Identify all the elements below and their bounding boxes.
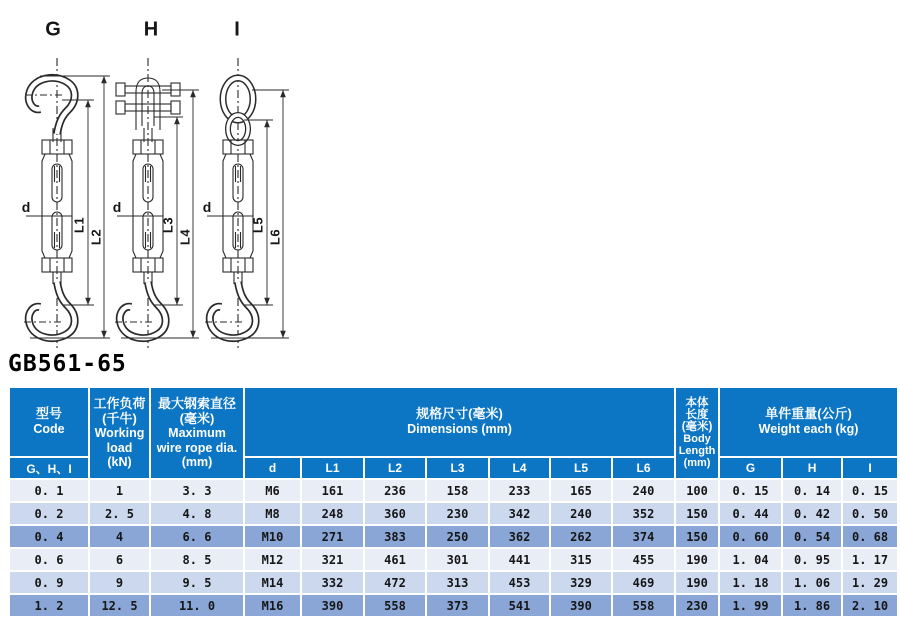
cell: 233: [489, 479, 550, 502]
cell: 1. 06: [782, 571, 842, 594]
d-label-h: d: [112, 199, 122, 215]
subheader-l6: L6: [612, 457, 675, 479]
header-body-length: 本体 长度 (毫米) Body Length (mm): [675, 387, 719, 479]
cell: 301: [426, 548, 489, 571]
subheader-l3: L3: [426, 457, 489, 479]
cell: 271: [301, 525, 364, 548]
subheader-weight-g: G: [719, 457, 782, 479]
header-code: 型号 Code: [9, 387, 89, 457]
variant-label-g: G: [45, 18, 61, 41]
subheader-l1: L1: [301, 457, 364, 479]
cell: 373: [426, 594, 489, 617]
cell: 469: [612, 571, 675, 594]
cell: 248: [301, 502, 364, 525]
dim-label-l6: L6: [267, 228, 283, 246]
d-label-g: d: [21, 199, 31, 215]
header-dimensions: 规格尺寸(毫米) Dimensions (mm): [244, 387, 675, 457]
table-row: [9, 571, 898, 594]
cell: 1. 99: [719, 594, 782, 617]
cell: 558: [612, 594, 675, 617]
cell: 1. 18: [719, 571, 782, 594]
cell: 390: [301, 594, 364, 617]
cell: 11. 0: [150, 594, 244, 617]
cell: 240: [550, 502, 612, 525]
cell: 332: [301, 571, 364, 594]
subheader-weight-h: H: [782, 457, 842, 479]
cell: 453: [489, 571, 550, 594]
cell: M16: [244, 594, 301, 617]
spec-table: [8, 386, 899, 618]
cell: 1. 17: [842, 548, 898, 571]
subheader-weight-i: I: [842, 457, 898, 479]
cell: 8. 5: [150, 548, 244, 571]
cell: 1. 2: [9, 594, 89, 617]
cell: 362: [489, 525, 550, 548]
cell: 165: [550, 479, 612, 502]
cell: 352: [612, 502, 675, 525]
cell: M12: [244, 548, 301, 571]
cell: M10: [244, 525, 301, 548]
cell: 383: [364, 525, 426, 548]
turnbuckle-g-drawing: [21, 58, 110, 348]
cell: 0. 68: [842, 525, 898, 548]
cell: 0. 14: [782, 479, 842, 502]
cell: 0. 54: [782, 525, 842, 548]
cell: 1. 86: [782, 594, 842, 617]
cell: 342: [489, 502, 550, 525]
cell: 4: [89, 525, 150, 548]
cell: 158: [426, 479, 489, 502]
cell: 0. 15: [719, 479, 782, 502]
cell: 1. 29: [842, 571, 898, 594]
cell: 250: [426, 525, 489, 548]
cell: 190: [675, 571, 719, 594]
table-row: [9, 594, 898, 617]
dim-label-l1: L1: [71, 216, 87, 234]
cell: M8: [244, 502, 301, 525]
table-row: [9, 502, 898, 525]
cell: 1: [89, 479, 150, 502]
table-row: [9, 525, 898, 548]
dim-label-l3: L3: [160, 216, 176, 234]
cell: 441: [489, 548, 550, 571]
cell: 100: [675, 479, 719, 502]
cell: 0. 42: [782, 502, 842, 525]
cell: 360: [364, 502, 426, 525]
cell: 0. 9: [9, 571, 89, 594]
cell: 472: [364, 571, 426, 594]
cell: 0. 44: [719, 502, 782, 525]
table-row: [9, 479, 898, 502]
dim-label-l5: L5: [250, 216, 266, 234]
cell: 541: [489, 594, 550, 617]
cell: 150: [675, 502, 719, 525]
turnbuckle-figure: [0, 0, 330, 352]
cell: 313: [426, 571, 489, 594]
page-title: GB561-65: [8, 351, 127, 377]
cell: 0. 60: [719, 525, 782, 548]
cell: M14: [244, 571, 301, 594]
cell: 12. 5: [89, 594, 150, 617]
cell: 0. 95: [782, 548, 842, 571]
header-weight-each: 单件重量(公斤) Weight each (kg): [719, 387, 898, 457]
cell: M6: [244, 479, 301, 502]
subheader-code-ghi: G、H、I: [9, 457, 89, 479]
cell: 461: [364, 548, 426, 571]
turnbuckle-h-drawing: [112, 58, 199, 348]
cell: 0. 50: [842, 502, 898, 525]
turnbuckle-i-drawing: [202, 58, 289, 348]
technical-drawing: [0, 0, 330, 352]
cell: 390: [550, 594, 612, 617]
cell: 1. 04: [719, 548, 782, 571]
cell: 0. 1: [9, 479, 89, 502]
cell: 150: [675, 525, 719, 548]
cell: 558: [364, 594, 426, 617]
cell: 9. 5: [150, 571, 244, 594]
cell: 0. 4: [9, 525, 89, 548]
cell: 262: [550, 525, 612, 548]
cell: 161: [301, 479, 364, 502]
table-row: [9, 548, 898, 571]
cell: 4. 8: [150, 502, 244, 525]
cell: 0. 15: [842, 479, 898, 502]
cell: 0. 6: [9, 548, 89, 571]
variant-label-i: I: [234, 18, 240, 41]
cell: 6: [89, 548, 150, 571]
cell: 321: [301, 548, 364, 571]
cell: 6. 6: [150, 525, 244, 548]
cell: 236: [364, 479, 426, 502]
cell: 0. 2: [9, 502, 89, 525]
d-label-i: d: [202, 199, 212, 215]
header-wire-rope-dia: 最大钢索直径 (毫米) Maximum wire rope dia. (mm): [150, 387, 244, 479]
cell: 240: [612, 479, 675, 502]
cell: 315: [550, 548, 612, 571]
header-working-load: 工作负荷 (千牛) Working load (kN): [89, 387, 150, 479]
cell: 2. 5: [89, 502, 150, 525]
subheader-d: d: [244, 457, 301, 479]
subheader-l5: L5: [550, 457, 612, 479]
cell: 3. 3: [150, 479, 244, 502]
cell: 329: [550, 571, 612, 594]
dim-label-l2: L2: [88, 228, 104, 246]
cell: 455: [612, 548, 675, 571]
cell: 374: [612, 525, 675, 548]
cell: 2. 10: [842, 594, 898, 617]
cell: 9: [89, 571, 150, 594]
cell: 230: [426, 502, 489, 525]
variant-label-h: H: [143, 18, 159, 41]
subheader-l4: L4: [489, 457, 550, 479]
cell: 230: [675, 594, 719, 617]
cell: 190: [675, 548, 719, 571]
dim-label-l4: L4: [177, 228, 193, 246]
subheader-l2: L2: [364, 457, 426, 479]
